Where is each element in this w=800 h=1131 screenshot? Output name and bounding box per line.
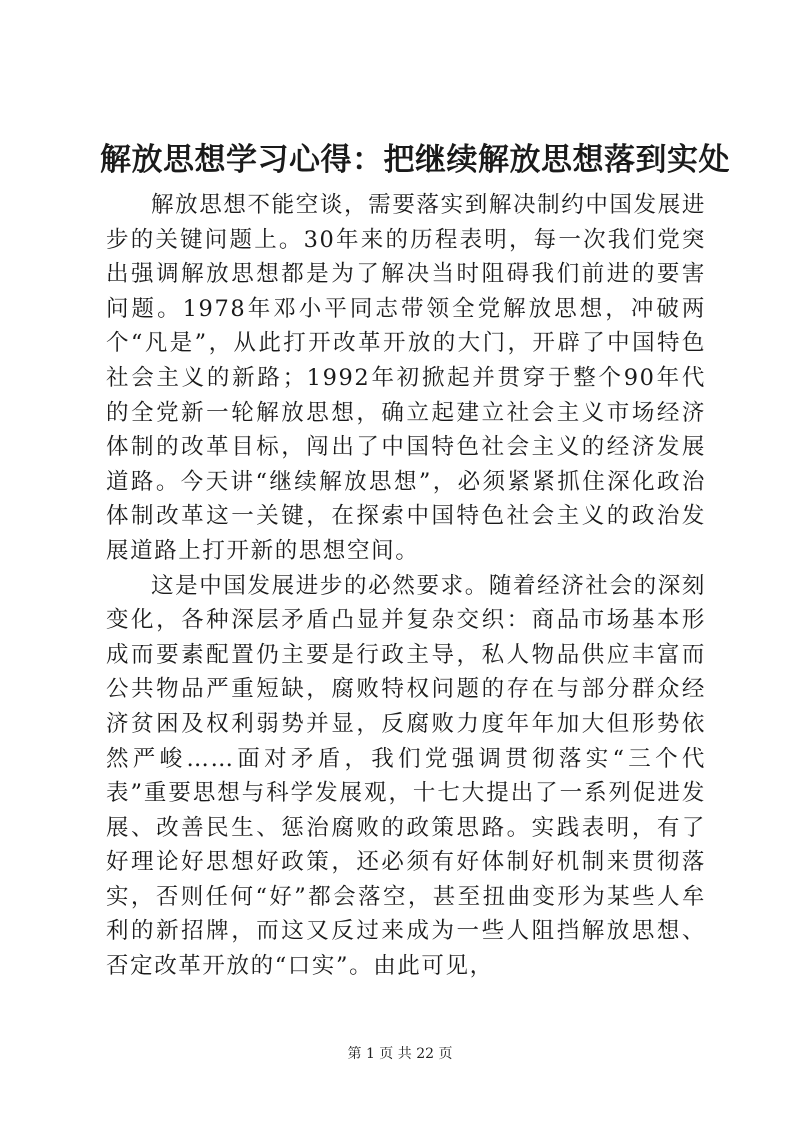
paragraph-2: 这是中国发展进步的必然要求。随着经济社会的深刻变化，各种深层矛盾凸显并复杂交织：商品市场基本形成而要素配置仍主要是行政主导，私人物品供应丰富而公共物品严重短缺，腐败特权问题的存在与部分群众经济贫困及权利弱势并显，反腐败力度年年加大但形势依然严峻……面对矛盾，我们党强调贯彻落实“三个代表”重要思想与科学发展观，十七大提出了一系列促进发展、改善民生、惩治腐败的政策思路。实践表明，有了好理论好思想好政策，还必须有好体制好机制来贯彻落实，否则任何“好”都会落空，甚至扭曲变形为某些人牟利的新招牌，而这又反过来成为一些人阻挡解放思想、否定改革开放的“口实”。由此可见， <box>106 572 706 980</box>
page-number-footer: 第 1 页 共 22 页 <box>347 1046 453 1062</box>
document-title: 解放思想学习心得：把继续解放思想落到实处 <box>100 142 730 178</box>
document-body <box>106 188 706 984</box>
paragraph-1: 解放思想不能空谈，需要落实到解决制约中国发展进步的关键问题上。30年来的历程表明，每一次我们党突出强调解放思想都是为了解决当时阻碍我们前进的要害问题。1978年邓小平同志带领全党解放思想，冲破两个“凡是”，从此打开改革开放的大门，开辟了中国特色社会主义的新路；1992年初掀起并贯穿于整个90年代的全党新一轮解放思想，确立起建立社会主义市场经济体制的改革目标，闯出了中国特色社会主义的经济发展道路。今天讲“继续解放思想”，必须紧紧抓住深化政治体制改革这一关键，在探索中国特色社会主义的政治发展道路上打开新的思想空间。 <box>106 192 706 564</box>
